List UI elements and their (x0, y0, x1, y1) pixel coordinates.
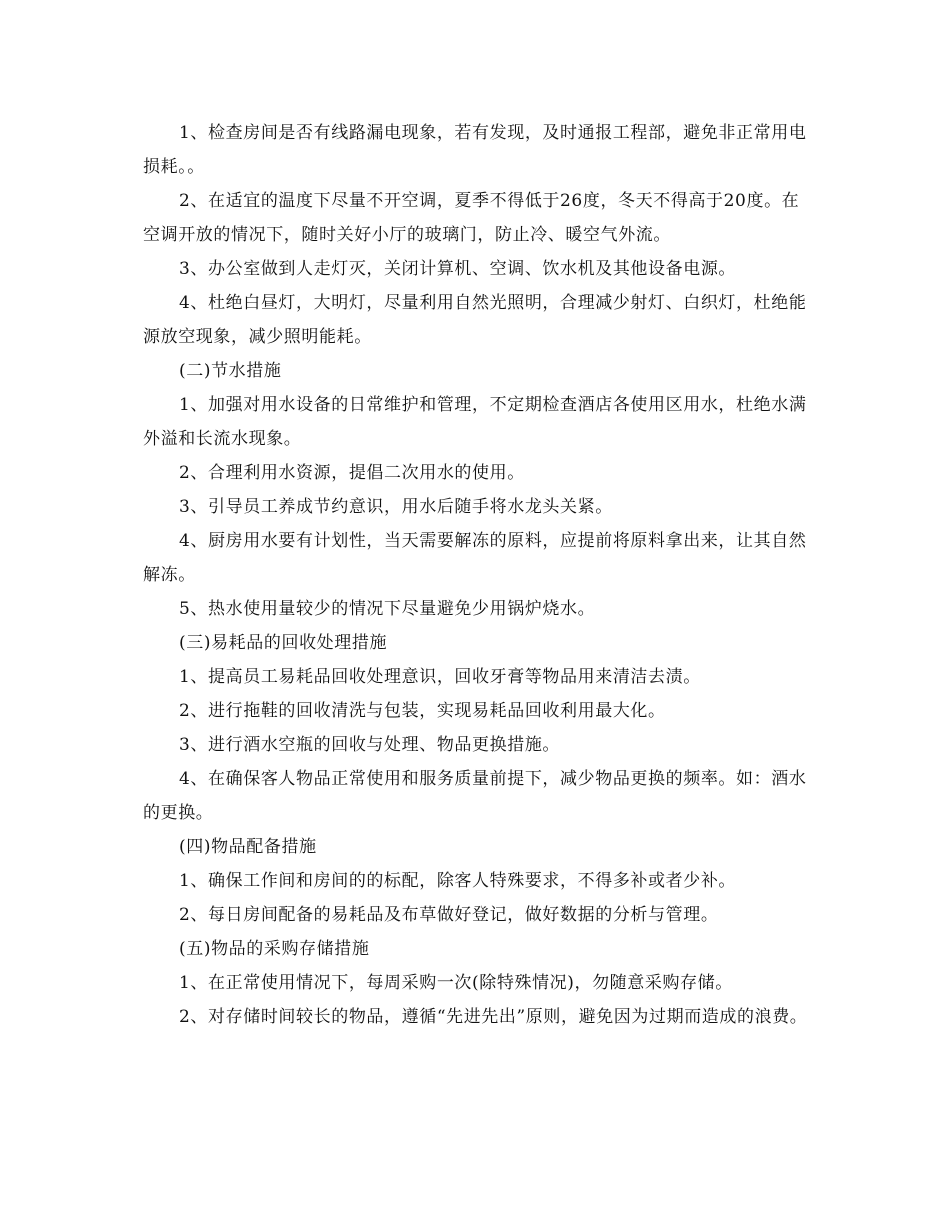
document-body (143, 116, 808, 1034)
paragraph: 4、杜绝白昼灯，大明灯，尽量利用自然光照明，合理减少射灯、白织灯，杜绝能源放空现象，减少照明能耗。 (143, 293, 807, 347)
paragraph: 1、确保工作间和房间的的标配，除客人特殊要求，不得多补或者少补。 (179, 871, 737, 891)
paragraph: 4、厨房用水要有计划性，当天需要解冻的原料，应提前将原料拿出来，让其自然解冻。 (143, 531, 807, 585)
paragraph: 1、检查房间是否有线路漏电现象，若有发现，及时通报工程部，避免非正常用电损耗。。 (143, 123, 807, 177)
paragraph: 4、在确保客人物品正常使用和服务质量前提下，减少物品更换的频率。如：酒水的更换。 (143, 769, 807, 823)
paragraph: 2、进行拖鞋的回收清洗与包装，实现易耗品回收利用最大化。 (179, 701, 666, 721)
paragraph: 1、提高员工易耗品回收处理意识，回收牙膏等物品用来清洁去渍。 (179, 667, 701, 687)
paragraph: 1、在正常使用情况下，每周采购一次(除特殊情况)，勿随意采购存储。 (179, 973, 733, 993)
paragraph: 5、热水使用量较少的情况下尽量避免少用锅炉烧水。 (179, 599, 596, 619)
section-heading: (三)易耗品的回收处理措施 (179, 633, 388, 653)
section-heading: (四)物品配备措施 (179, 837, 317, 857)
section-heading: (五)物品的采购存储措施 (179, 939, 370, 959)
paragraph: 2、合理利用水资源，提倡二次用水的使用。 (179, 463, 525, 483)
paragraph: 2、每日房间配备的易耗品及布草做好登记，做好数据的分析与管理。 (179, 905, 719, 925)
paragraph: 3、进行酒水空瓶的回收与处理、物品更换措施。 (179, 735, 561, 755)
paragraph: 1、加强对用水设备的日常维护和管理，不定期检查酒店各使用区用水，杜绝水满外溢和长流水现象。 (143, 395, 807, 449)
paragraph: 3、引导员工养成节约意识，用水后随手将水龙头关紧。 (179, 497, 613, 517)
paragraph: 2、对存储时间较长的物品，遵循“先进先出”原则，避免因为过期而造成的浪费。 (179, 1007, 808, 1027)
paragraph: 3、办公室做到人走灯灭，关闭计算机、空调、饮水机及其他设备电源。 (179, 259, 737, 279)
section-heading: (二)节水措施 (179, 361, 282, 381)
paragraph: 2、在适宜的温度下尽量不开空调，夏季不得低于26度，冬天不得高于20度。在空调开放的情况下，随时关好小厅的玻璃门，防止冷、暖空气外流。 (143, 191, 800, 245)
